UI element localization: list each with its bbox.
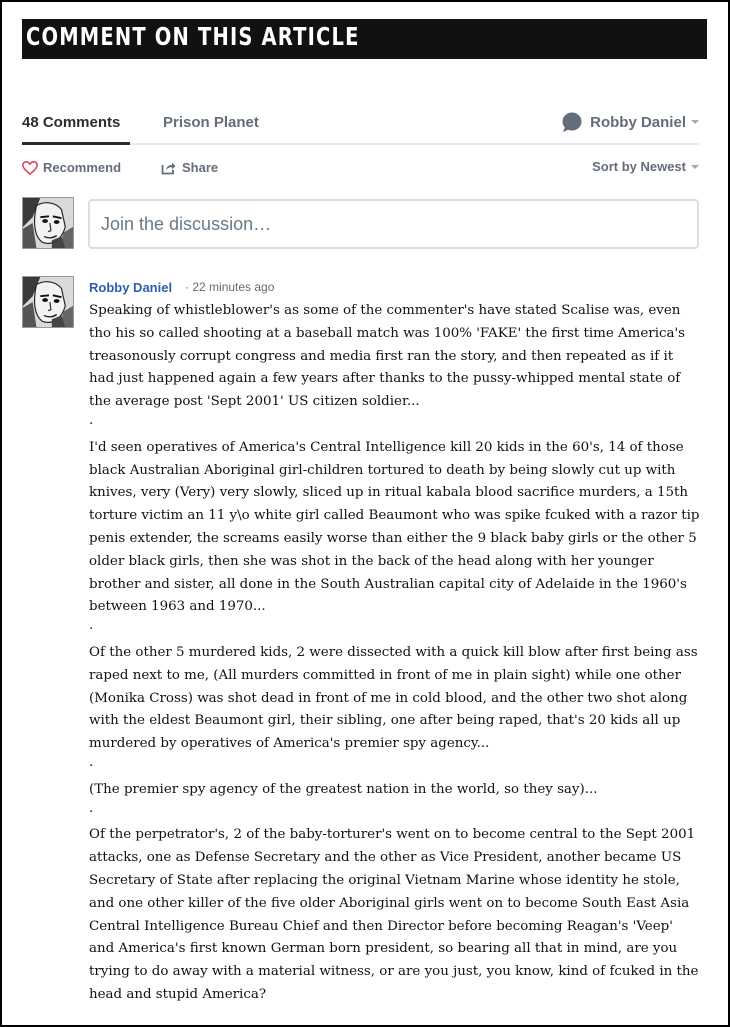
share-icon xyxy=(161,161,176,175)
meta-separator: · xyxy=(185,280,189,294)
avatar-image xyxy=(23,198,73,248)
commenter-avatar[interactable] xyxy=(22,276,74,328)
comments-nav xyxy=(22,100,699,145)
comment-paragraph: . xyxy=(89,618,94,634)
tab-comments-count[interactable]: 48 Comments xyxy=(22,114,121,131)
comment-author-link[interactable]: Robby Daniel xyxy=(89,280,173,295)
comment-body xyxy=(89,300,701,1007)
avatar-image xyxy=(23,277,73,327)
recommend-button[interactable] xyxy=(22,160,121,175)
speech-bubble-icon xyxy=(562,112,582,132)
share-label: Share xyxy=(182,160,219,175)
join-discussion-input[interactable]: Join the discussion… xyxy=(88,199,699,249)
share-button[interactable] xyxy=(161,160,218,175)
comment-time: 22 minutes ago xyxy=(192,280,275,294)
comment-timestamp[interactable] xyxy=(185,280,274,294)
comment-paragraph: Of the other 5 murdered kids, 2 were dissected with a quick kill blow after first being ass raped next to me, (All murders committed in front of me in plain sight) while one other (Monika Cross) was shot dead in front of me in cold blood, and the other two shot along with the eldest Beaumont girl, their sibling, one after being raped, that's 20 kids all up murdered by operatives of America's premier spy agency... xyxy=(89,644,698,752)
user-menu[interactable] xyxy=(562,112,699,132)
thread-actions xyxy=(22,158,699,180)
comment-paragraph: (The premier spy agency of the greatest nation in the world, so they say)... xyxy=(89,781,598,797)
chevron-down-icon xyxy=(691,120,699,124)
recommend-label: Recommend xyxy=(43,160,122,175)
sort-label: Sort by Newest xyxy=(592,159,686,174)
comment-paragraph: Of the perpetrator's, 2 of the baby-torturer's went on to become central to the Sept 2001 attacks, one as Defense Secretary and the other as Vice President, another became US Secretary of State after replacing the original Vietnam Marine whose identity he stole, and one other killer of the five older Aboriginal girls went on to become South East Asia Central Intelligence Bureau Chief and then Director before becoming Reagan's 'Veep' and America's first known German born president, so bearing all that in mind, are you trying to do away with a material witness, or are you just, you know, kind of fcuked in the head and stupid America? xyxy=(89,827,699,1002)
active-tab-indicator xyxy=(22,142,130,145)
comment-paragraph: . xyxy=(89,754,94,770)
chevron-down-icon xyxy=(691,165,699,169)
sort-dropdown[interactable] xyxy=(592,159,699,174)
comment-paragraph: I'd seen operatives of America's Central Intelligence kill 20 kids in the 60's, 14 of those black Australian Aboriginal girl-children tortured to death by being slowly cut up with knives, very (Very) very slowly, sliced up in ritual kabala blood sacrifice murders, a 15th torture victim an 11 y\o white girl called Beaumont who was spike fcuked with a razor tip penis extender, the screams easily worse than either the 9 black baby girls or the other 5 older black girls, then she was shot in the back of the head along with her younger brother and sister, all done in the South Australian capital city of Adelaide in the 1960's between 1963 and 1970... xyxy=(89,439,700,615)
current-user-avatar[interactable] xyxy=(22,197,74,249)
banner-title: COMMENT ON THIS ARTICLE xyxy=(26,22,360,51)
heart-icon xyxy=(22,161,38,175)
comment-paragraph: . xyxy=(89,800,94,816)
user-name: Robby Daniel xyxy=(590,113,686,131)
section-banner xyxy=(22,19,707,59)
comment-paragraph: Speaking of whistleblower's as some of the commenter's have stated Scalise was, even tho his so called shooting at a baseball match was 100% 'FAKE' the first time America's treasonously corrupt congress and media first ran the story, and then repeated as if it had just happened again a few years after thanks to the pussy-whipped mental state of the average post 'Sept 2001' US citizen soldier... xyxy=(89,303,686,410)
comment-paragraph: . xyxy=(89,412,94,428)
tab-community-site[interactable]: Prison Planet xyxy=(163,114,259,131)
